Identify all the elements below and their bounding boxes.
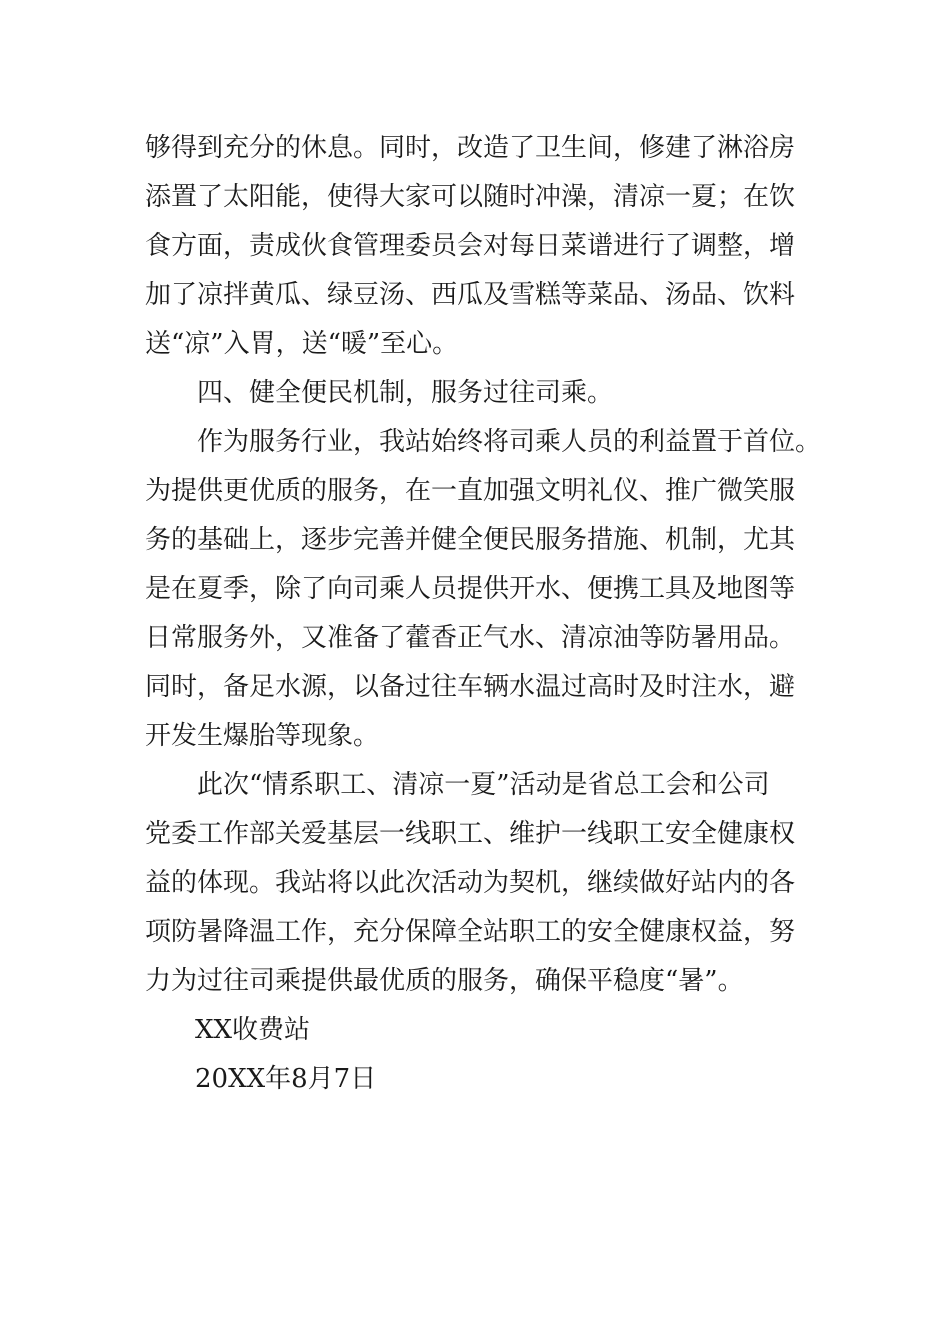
text-line: 为提供更优质的服务，在一直加强文明礼仪、推广微笑服 [145,476,796,506]
paragraph-conclusion [145,761,825,1006]
text-line: 力为过往司乘提供最优质的服务，确保平稳度“暑”。 [145,966,744,996]
text-line: 此次“情系职工、清凉一夏”活动是省总工会和公司 [197,770,770,800]
text-line: 加了凉拌黄瓜、绿豆汤、西瓜及雪糕等菜品、汤品、饮料 [145,280,796,310]
text-line: 益的体现。我站将以此次活动为契机，继续做好站内的各 [145,868,796,898]
text-line: 够得到充分的休息。同时，改造了卫生间，修建了淋浴房 [145,133,796,163]
paragraph-service [145,418,825,761]
section-heading-4: 四、健全便民机制，服务过往司乘。 [197,378,614,408]
text-line: 务的基础上，逐步完善并健全便民服务措施、机制，尤其 [145,525,796,555]
text-line: 送“凉”入胃，送“暖”至心。 [145,329,459,359]
text-line: 作为服务行业，我站始终将司乘人员的利益置于首位。 [197,427,822,457]
text-line: 项防暑降温工作，充分保障全站职工的安全健康权益，努 [145,917,796,947]
text-line: 添置了太阳能，使得大家可以随时冲澡，清凉一夏；在饮 [145,182,796,212]
text-line: 党委工作部关爱基层一线职工、维护一线职工安全健康权 [145,819,796,849]
text-line: 同时，备足水源，以备过往车辆水温过高时及时注水，避 [145,672,796,702]
document-body [145,124,825,1104]
signature: XX收费站 [195,1015,311,1045]
date: 20XX年8月7日 [195,1064,377,1094]
paragraph-rest-area [145,124,825,369]
text-line: 是在夏季，除了向司乘人员提供开水、便携工具及地图等 [145,574,796,604]
text-line: 食方面，责成伙食管理委员会对每日菜谱进行了调整，增 [145,231,796,261]
text-line: 开发生爆胎等现象。 [145,721,380,751]
text-line: 日常服务外，又准备了藿香正气水、清凉油等防暑用品。 [145,623,796,653]
